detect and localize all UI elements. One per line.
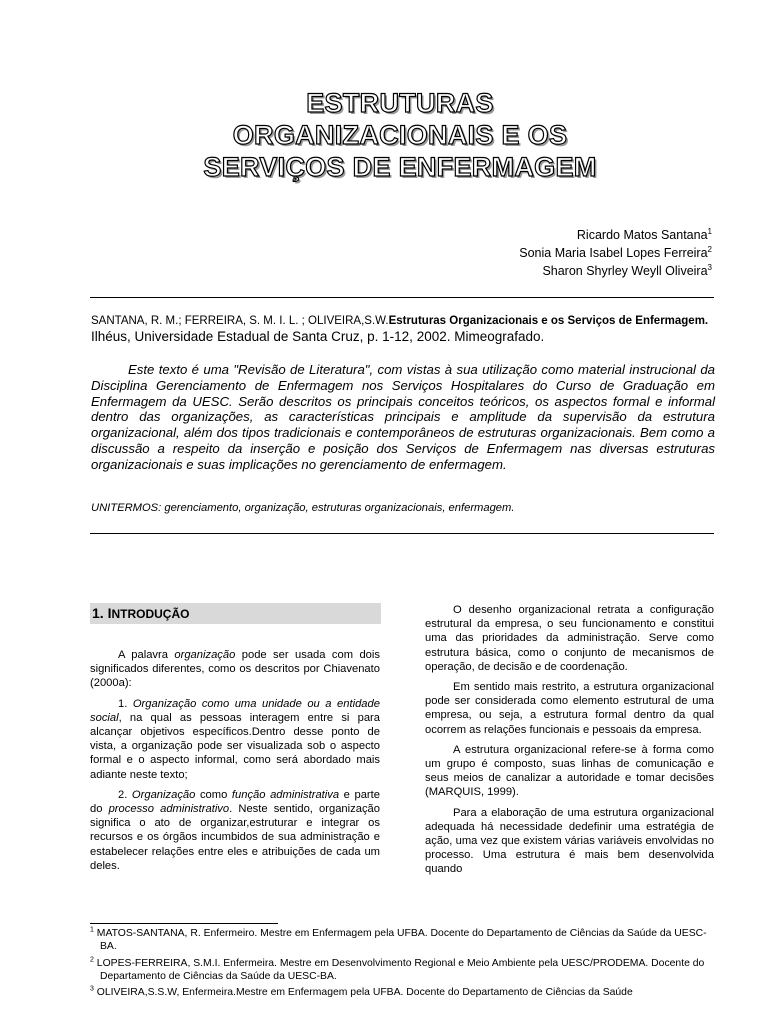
footnotes bbox=[90, 927, 714, 1002]
title-line: ESTRUTURAS bbox=[306, 88, 494, 118]
divider bbox=[90, 297, 714, 298]
paragraph: A palavra organização pode ser usada com dois significados diferentes, como os descritos por Chiavenato (2000a): bbox=[90, 649, 380, 690]
author: Sharon Shyrley Weyll Oliveira$^3$ bbox=[542, 262, 712, 278]
abstract: Este texto é uma "Revisão de Literatura", com vistas à sua utilização como material instrucional da Disciplina Gerenciamento de Enfermagem nos Serviços Hospitalares do Curso de Graduação em Enfermagem da UESC. Serão descritos os principais conceitos teóricos, os aspectos formal e informal dentro das organizações, as características principais e amplitude da supervisão da estrutura organizacional, além dos tipos tradicionais e contemporâneos de estruturas organizacionais. Bem como a discussão a respeito da inserção e posição dos Serviços de Enfermagem nas diversas estruturas organizacionais e suas implicações no gerenciamento de enfermagem. bbox=[91, 362, 715, 472]
paragraph: O desenho organizacional retrata a configuração estrutural da empresa, o seu funcionamento e constitui uma das prioridades da administração. Serve como estrutura básica, como o conjunto de mecanismos de operação, de decisão e de coordenação. bbox=[425, 604, 714, 673]
right-column bbox=[425, 603, 714, 883]
divider bbox=[90, 533, 714, 534]
paragraph: Em sentido mais restrito, a estrutura organizacional pode ser considerada como elemento estrutural de uma empresa, ou seja, a estrutura formal dentro da qual ocorrem as relações funcionais e pessoais da empresa. bbox=[425, 681, 714, 736]
footnote: $^2$ LOPES-FERREIRA, S.M.I. Enfermeira. Mestre em Desenvolvimento Regional e Meio Ambiente pela UESC/PRODEMA. Docente do Departamento de Ciências da Saúde da UESC-BA. bbox=[90, 956, 705, 982]
title-line: SERVIÇOS DE ENFERMAGEM bbox=[203, 152, 597, 182]
title-line: ORGANIZACIONAIS E OS bbox=[232, 120, 568, 150]
author: Ricardo Matos Santana$^1$ bbox=[576, 226, 712, 242]
footnote-mark: 1 bbox=[707, 226, 712, 236]
keywords: UNITERMOS: gerenciamento, organização, estruturas organizacionais, enfermagem. bbox=[91, 502, 515, 514]
footnote-mark: 3 bbox=[707, 262, 712, 272]
author: Sonia Maria Isabel Lopes Ferreira$^2$ bbox=[519, 244, 712, 260]
section-heading: 1. INTRODUÇÃO bbox=[90, 603, 381, 624]
citation: SANTANA, R. M.; FERREIRA, S. M. I. L. ; OLIVEIRA,S.W.Estruturas Organizacionais e os Serviços de Enfermagem. Ilhéus, Universidade Estadual de Santa Cruz, p. 1-12, 2002. Mimeografado. bbox=[91, 315, 709, 344]
paragraph: Para a elaboração de uma estrutura organizacional adequada há necessidade dedefinir uma estratégia de ação, uma vez que existem várias variáveis envolvidas no processo. Uma estrutura é mais bem desenvolvida quando bbox=[425, 806, 714, 876]
author-list bbox=[519, 226, 712, 280]
footnote: $^1$ MATOS-SANTANA, R. Enfermeiro. Mestre em Enfermagem pela UFBA. Docente do Departamento de Ciências da Saúde da UESC-BA. bbox=[90, 926, 707, 953]
paragraph: 2. Organização como função administrativa e parte do processo administrativo. Neste sentido, organização significa o ato de organizar,estruturar e integrar os recursos e os órgãos incumbidos de sua administração e estabelecer relações entre eles e atribuições de cada um deles. bbox=[90, 788, 380, 872]
footnote-divider bbox=[90, 923, 278, 924]
paragraph: A estrutura organizacional refere-se à forma como um grupo é composto, suas linhas de comunicação e seus meios de canalizar a autoridade e tomar decisões (MARQUIS, 1999). bbox=[425, 743, 714, 799]
footnote-mark: 2 bbox=[707, 244, 712, 254]
footnote: $^3$ OLIVEIRA,S.S.W, Enfermeira.Mestre em Enfermagem pela UFBA. Docente do Departamento de Ciências da Saúde bbox=[90, 985, 633, 999]
paragraph: 1. Organização como uma unidade ou a entidade social, na qual as pessoas interagem entre si para alcançar objetivos específicos.Dentro desse ponto de vista, a organização pode ser visualizada sob o aspecto formal e o aspecto informal, como será abordado mais adiante neste texto; bbox=[90, 697, 380, 781]
document-title bbox=[90, 87, 710, 183]
left-column bbox=[90, 648, 380, 879]
